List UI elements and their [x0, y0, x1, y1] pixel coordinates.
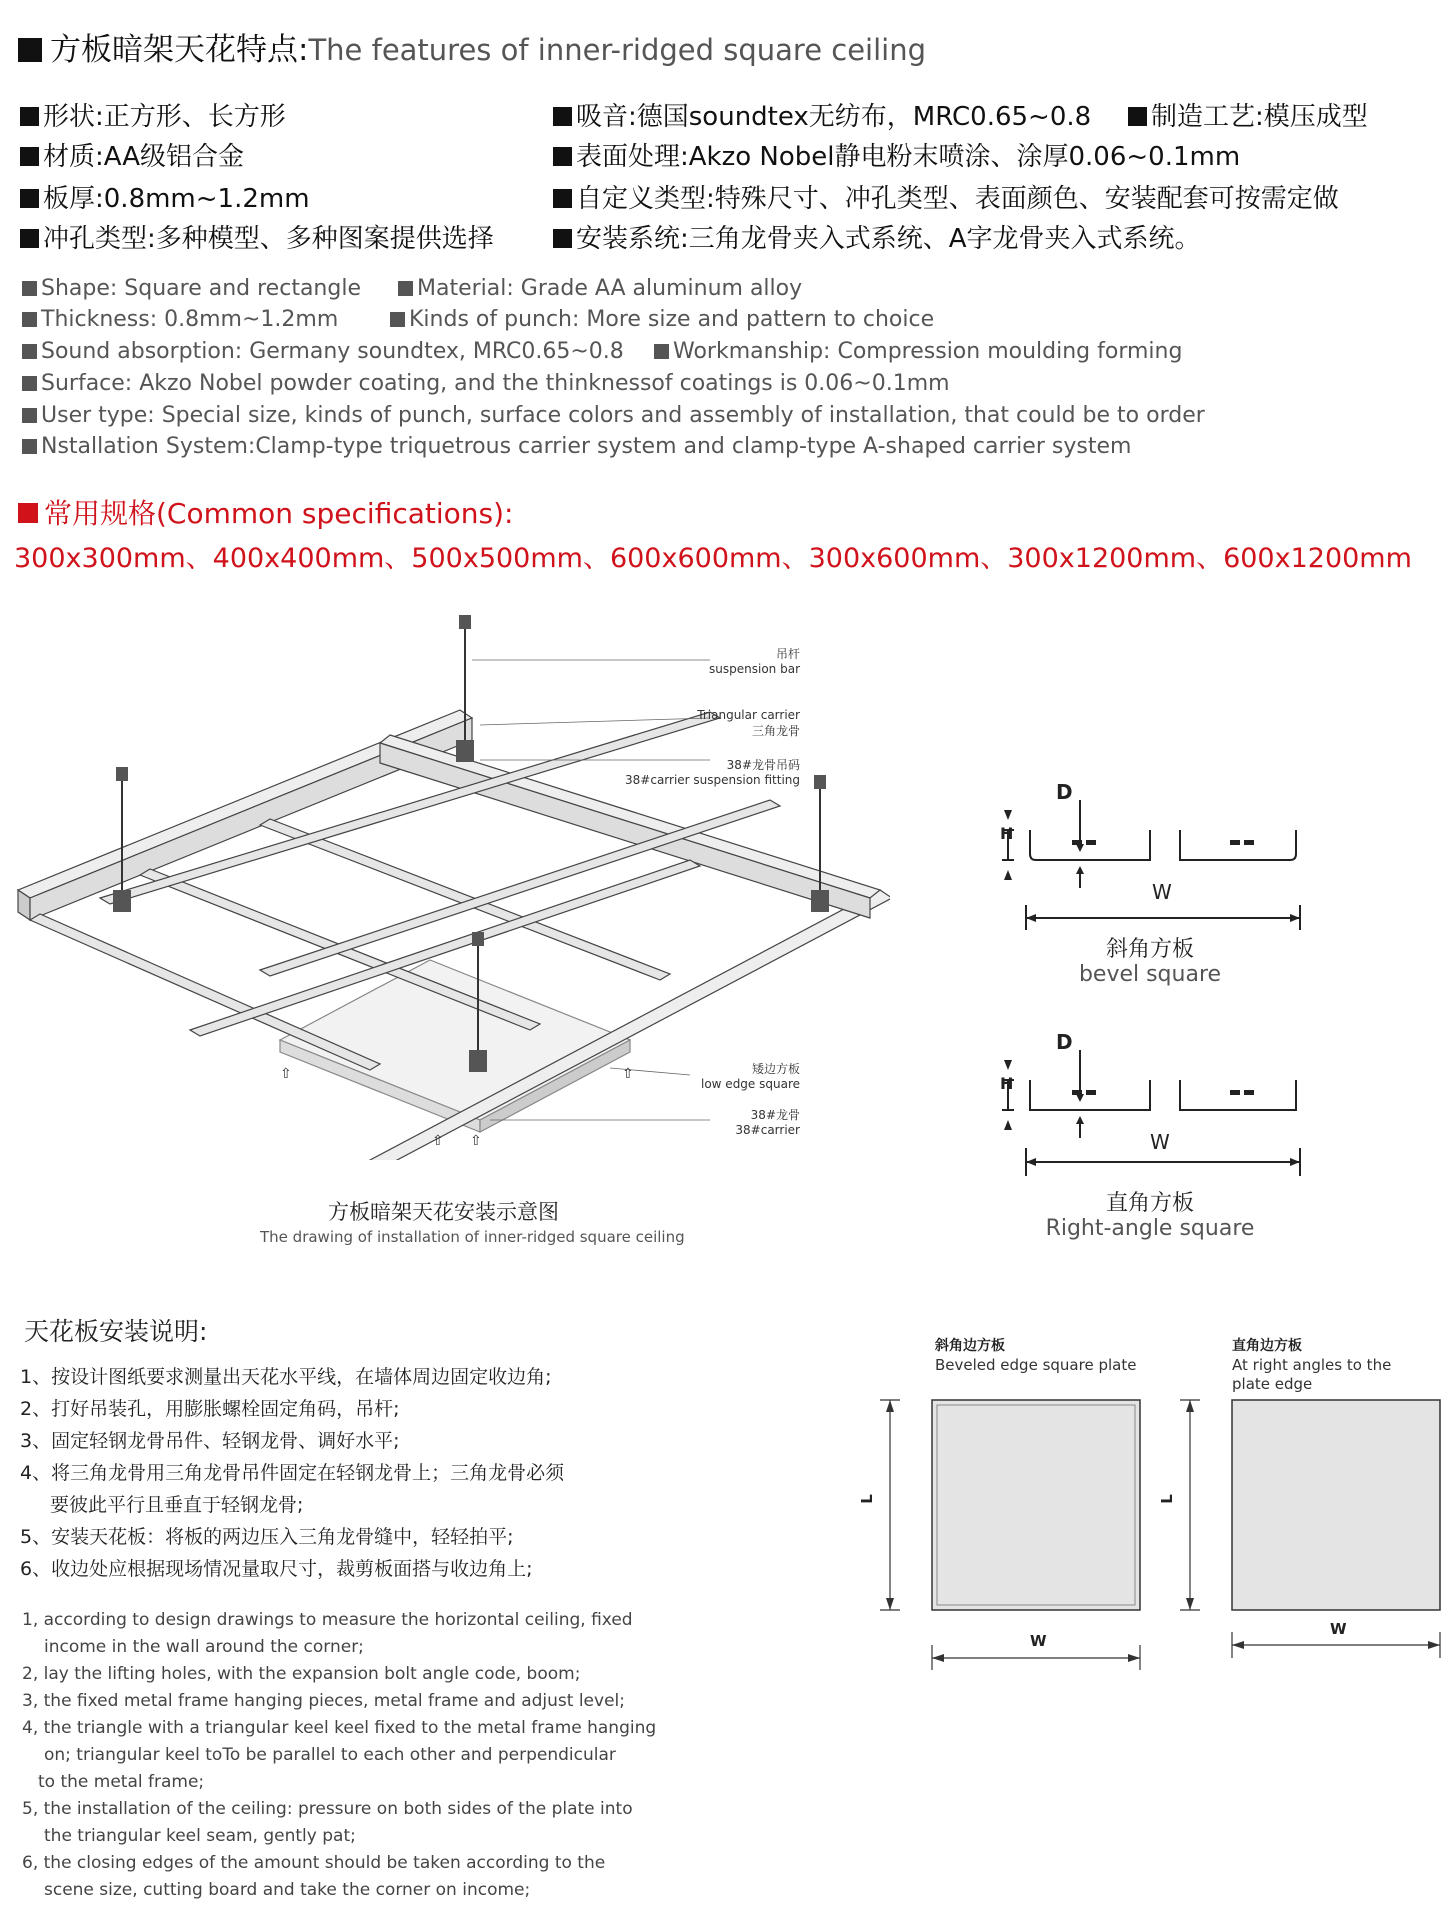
instruction-en-3: 3, the fixed metal frame hanging pieces, metal frame and adjust level; [22, 1691, 625, 1711]
label-38-carrier: 38#龙骨 38#carrier [735, 1108, 800, 1137]
d-label-2: D [1056, 1030, 1073, 1054]
cn-feature-custom: 自定义类型:特殊尺寸、冲孔类型、表面颜色、安装配套可按需定做 [553, 178, 1339, 215]
square-bullet-icon [22, 312, 37, 327]
square-bullet-icon [20, 189, 39, 208]
square-bullet-icon [22, 439, 37, 454]
plate-drawings [870, 1390, 1450, 1670]
specs-heading: 常用规格(Common specifications): [18, 492, 513, 532]
en-feature-thickness: Thickness: 0.8mm~1.2mm [22, 307, 338, 332]
square-bullet-icon [398, 281, 413, 296]
instruction-cn-5: 5、安装天花板：将板的两边压入三角龙骨缝中，轻轻拍平; [20, 1526, 514, 1548]
right-angle-profile-drawing [990, 1040, 1330, 1180]
instruction-cn-1: 1、按设计图纸要求测量出天花水平线，在墙体周边固定收边角; [20, 1366, 552, 1388]
square-bullet-icon [22, 344, 37, 359]
instruction-en-5b: the triangular keel seam, gently pat; [44, 1826, 356, 1846]
square-bullet-icon [22, 281, 37, 296]
instruction-cn-3: 3、固定轻钢龙骨吊件、轻钢龙骨、调好水平; [20, 1430, 400, 1452]
cn-feature-system: 安装系统:三角龙骨夹入式系统、A字龙骨夹入式系统。 [553, 218, 1201, 255]
square-bullet-icon [22, 376, 37, 391]
square-bullet-icon [20, 229, 39, 248]
page-title [18, 24, 926, 69]
up-arrow-icon: ⇧ [622, 1066, 634, 1082]
instruction-cn-2: 2、打好吊装孔，用膨胀螺栓固定角码，吊杆; [20, 1398, 400, 1420]
diagram-caption-en: The drawing of installation of inner-ridged square ceiling [260, 1228, 685, 1246]
instruction-cn-4b: 要彼此平行且垂直于轻钢龙骨; [50, 1494, 304, 1516]
square-bullet-icon [20, 147, 39, 166]
instructions-title: 天花板安装说明: [24, 1317, 208, 1346]
plate-l-label-2: L [1157, 1494, 1176, 1504]
cn-feature-surface: 表面处理:Akzo Nobel静电粉末喷涂、涂厚0.06~0.1mm [553, 136, 1240, 173]
cn-feature-punch: 冲孔类型:多种模型、多种图案提供选择 [20, 218, 494, 255]
instruction-cn-6: 6、收边处应根据现场情况量取尺寸，裁剪板面搭与收边角上; [20, 1558, 533, 1580]
cn-feature-material: 材质:AA级铝合金 [20, 136, 244, 173]
up-arrow-icon: ⇧ [280, 1066, 292, 1082]
en-feature-user-type: User type: Special size, kinds of punch, surface colors and assembly of installation, that could be to order [22, 403, 1205, 428]
right-angle-plate-label: 直角边方板 At right angles to the plate edge [1232, 1338, 1392, 1393]
square-bullet-icon [553, 229, 572, 248]
instruction-en-6: 6, the closing edges of the amount should be taken according to the [22, 1853, 606, 1873]
square-bullet-icon [553, 147, 572, 166]
h-label: H [1000, 824, 1014, 843]
square-bullet-icon [553, 107, 572, 126]
up-arrow-icon: ⇧ [470, 1133, 482, 1149]
bevel-caption-en: bevel square [1078, 962, 1222, 987]
instruction-en-1b: income in the wall around the corner; [44, 1637, 364, 1657]
instruction-en-4b: on; triangular keel toTo be parallel to each other and perpendicular [44, 1745, 616, 1765]
title-en: The features of inner-ridged square ceiling [308, 33, 927, 67]
instruction-en-6b: scene size, cutting board and take the corner on income; [44, 1880, 531, 1900]
cn-feature-sound: 吸音:德国soundtex无纺布，MRC0.65~0.8 [553, 96, 1091, 133]
square-bullet-icon [18, 503, 38, 523]
cn-feature-thickness: 板厚:0.8mm~1.2mm [20, 178, 310, 215]
right-angle-caption-en: Right-angle square [1045, 1216, 1255, 1241]
plate-l-label-1: L [857, 1494, 876, 1504]
square-bullet-icon [1128, 107, 1147, 126]
label-suspension-bar: 吊杆 suspension bar [709, 647, 800, 676]
instruction-en-4c: to the metal frame; [38, 1772, 205, 1792]
square-bullet-icon [553, 189, 572, 208]
en-feature-material: Material: Grade AA aluminum alloy [398, 276, 802, 301]
cn-feature-workmanship: 制造工艺:模压成型 [1128, 96, 1368, 133]
d-label: D [1056, 780, 1073, 804]
en-feature-workmanship: Workmanship: Compression moulding forming [654, 339, 1182, 364]
bevel-profile-drawing [990, 790, 1330, 930]
instruction-en-1: 1, according to design drawings to measure the horizontal ceiling, fixed [22, 1610, 633, 1630]
bevel-caption-cn: 斜角方板 [1105, 937, 1194, 962]
cn-feature-shape: 形状:正方形、长方形 [20, 96, 286, 133]
square-bullet-icon [390, 312, 405, 327]
instruction-en-2: 2, lay the lifting holes, with the expansion bolt angle code, boom; [22, 1664, 581, 1684]
specs-list: 300x300mm、400x400mm、500x500mm、600x600mm、300x600mm、300x1200mm、600x1200mm [14, 543, 1412, 574]
square-bullet-icon [18, 38, 42, 62]
square-bullet-icon [22, 408, 37, 423]
square-bullet-icon [20, 107, 39, 126]
instruction-cn-4: 4、将三角龙骨用三角龙骨吊件固定在轻钢龙骨上；三角龙骨必须 [20, 1462, 565, 1484]
beveled-plate-label: 斜角边方板 Beveled edge square plate [935, 1338, 1137, 1374]
instruction-en-5: 5, the installation of the ceiling: pressure on both sides of the plate into [22, 1799, 633, 1819]
en-feature-punch: Kinds of punch: More size and pattern to choice [390, 307, 934, 332]
h-label-2: H [1000, 1074, 1014, 1093]
right-angle-caption-cn: 直角方板 [1105, 1191, 1194, 1216]
w-label: W [1152, 880, 1172, 904]
square-bullet-icon [654, 344, 669, 359]
plate-w-label-2: W [1330, 1620, 1347, 1638]
up-arrow-icon: ⇧ [432, 1133, 444, 1149]
diagram-caption-cn: 方板暗架天花安装示意图 [328, 1200, 559, 1224]
label-triangular-carrier: Triangular carrier 三角龙骨 [697, 708, 800, 738]
title-cn: 方板暗架天花特点: [50, 32, 309, 68]
label-suspension-fitting: 38#龙骨吊码 38#carrier suspension fitting [625, 758, 800, 787]
plate-w-label-1: W [1030, 1632, 1047, 1650]
en-feature-sound: Sound absorption: Germany soundtex, MRC0.65~0.8 [22, 339, 624, 364]
w-label-2: W [1150, 1130, 1170, 1154]
en-feature-surface: Surface: Akzo Nobel powder coating, and the thinknessof coatings is 0.06~0.1mm [22, 371, 950, 396]
label-low-edge-square: 矮边方板 low edge square [701, 1062, 800, 1091]
en-feature-system: Nstallation System:Clamp-type triquetrous carrier system and clamp-type A-shaped carrier system [22, 434, 1131, 459]
en-feature-shape: Shape: Square and rectangle [22, 276, 361, 301]
instruction-en-4: 4, the triangle with a triangular keel keel fixed to the metal frame hanging [22, 1718, 657, 1738]
